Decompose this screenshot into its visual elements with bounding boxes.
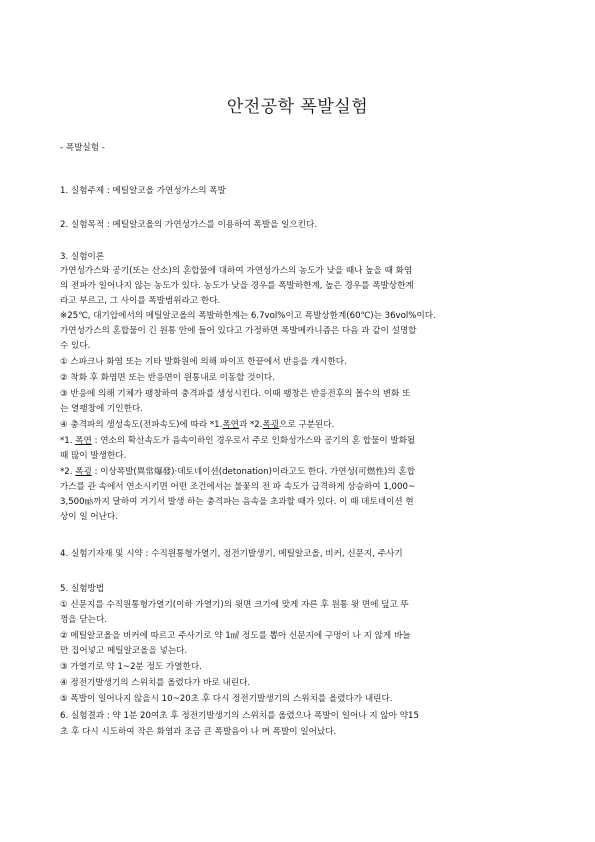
section-6-result: 6. 실험결과 : 약 1분 20여초 후 정전기발생기의 스위치를 올렸으나 폭발이 일어나 지 않아 약15 (60, 711, 419, 721)
theory-item-text: 과 *2. (238, 420, 263, 430)
method-item: ③ 가열기로 약 1~2분 정도 가열한다. (60, 662, 202, 672)
theory-line: 라고 부르고, 그 사이를 폭발범위라고 한다. (60, 296, 221, 306)
theory-item: 는 열팽창에 기인한다. (60, 404, 143, 414)
term-detonation: 폭굉 (262, 420, 280, 430)
footnote-text: *2. (60, 467, 76, 477)
theory-item: ② 착화 후 화염면 또는 반응면이 원통내로 이동할 것이다. (60, 373, 275, 383)
theory-item-text: ④ 충격파의 생성속도(전파속도)에 따라 *1. (60, 420, 223, 430)
section-2-purpose: 2. 실험목적 : 메틸알코올의 가연성가스를 이용하여 폭발을 일으킨다. (60, 220, 318, 230)
method-item: ④ 정전기발생기의 스위치를 올렸다가 바로 내린다. (60, 678, 251, 688)
section-3-heading: 3. 실험이론 (60, 252, 105, 262)
theory-item-text: 으로 구분된다. (279, 420, 335, 430)
theory-item (60, 420, 550, 431)
theory-line: 가연성가스와 공기(또는 산소)의 혼합물에 대하여 가연성가스의 농도가 낮을 때나 높을 때 화염 (60, 266, 413, 276)
footnote-line: 3,500㎧까지 달하여 거기서 발생 하는 충격파는 음속을 초과할 때가 있다. 이 때 데토네이션 현 (60, 497, 414, 507)
subtitle: - 폭발실험 - (60, 143, 105, 153)
section-5-heading: 5. 실험방법 (60, 584, 105, 594)
method-item: 만 집어넣고 메틸알코올을 넣는다. (60, 646, 188, 656)
footnote-text: : 이상폭발(異常爆發)·데토네이션(detonation)이라고도 한다. 가연성(可燃性)의 혼합 (91, 467, 416, 477)
theory-item: ① 스파크나 화염 또는 기타 발화원에 의해 파이프 한끝에서 반응을 개시한다. (60, 357, 347, 367)
theory-line: 가연성가스의 혼합물이 긴 원통 안에 들어 있다고 가정하면 폭발메카니즘은 다음 과 같이 설명할 (60, 326, 417, 336)
page-title: 안전공학 폭발실험 (226, 97, 369, 117)
method-item: ② 메틸알코올을 비커에 따르고 주사기로 약 1㎖ 정도를 뽑아 신문지에 구멍이 나 지 않게 바늘 (60, 631, 411, 641)
section-1-topic: 1. 실험주제 : 메틸알코올 가연성가스의 폭발 (60, 186, 226, 196)
method-item: 껑을 닫는다. (60, 615, 107, 625)
footnote-text: : 연소의 확산속도가 음속이하인 경우로서 주로 인화성가스와 공기의 혼 합물이 발화될 (91, 436, 416, 446)
footnote-2 (60, 467, 550, 478)
theory-line: ※25℃, 대기압에서의 메틸알코올의 폭발하한계는 6.7vol%이고 폭발상한계(60℃)는 36vol%이다. (60, 311, 436, 321)
term-deflagration: 폭연 (222, 420, 239, 430)
term-detonation: 폭굉 (75, 467, 92, 477)
footnote-line: 상이 일 어난다. (60, 512, 119, 522)
section-4-materials: 4. 실험기자재 및 시약 : 수직원통형가열기, 정전기발생기, 메틸알코올, 비커, 신문지, 주사기 (60, 549, 403, 559)
theory-item: ③ 반응에 의해 기체가 팽창하여 충격파를 생성시킨다. 이때 팽창은 반응전후의 몰수의 변화 또 (60, 389, 411, 399)
footnote-line: 가스를 관 속에서 연소시키면 어떤 조건에서는 불꽃의 전 파 속도가 급격하게 상승하여 1,000~ (60, 482, 416, 492)
theory-line: 수 있다. (60, 341, 91, 351)
result-line: 초 후 다시 시도하여 작은 화염과 조금 큰 폭발음이 나 며 폭발이 일어났다. (60, 727, 337, 737)
footnote-1 (60, 436, 550, 447)
method-item: ⑤ 폭발이 일어나지 않을시 10~20초 후 다시 정전기발생기의 스위치를 올렸다가 내린다. (60, 694, 393, 704)
footnote-text: *1. (60, 436, 76, 446)
term-deflagration: 폭연 (75, 436, 92, 446)
method-item: ① 신문지를 수직원통형가열기(이하 가열기)의 윗면 크기에 맞게 자른 후 원통 윗 면에 덮고 뚜 (60, 600, 409, 610)
theory-line: 의 전파가 일어나지 않는 농도가 있다. 농도가 낮을 경우를 폭발하한계, 높은 경우를 폭발상한계 (60, 281, 414, 291)
footnote-line: 때 많이 발생한다. (60, 451, 127, 461)
